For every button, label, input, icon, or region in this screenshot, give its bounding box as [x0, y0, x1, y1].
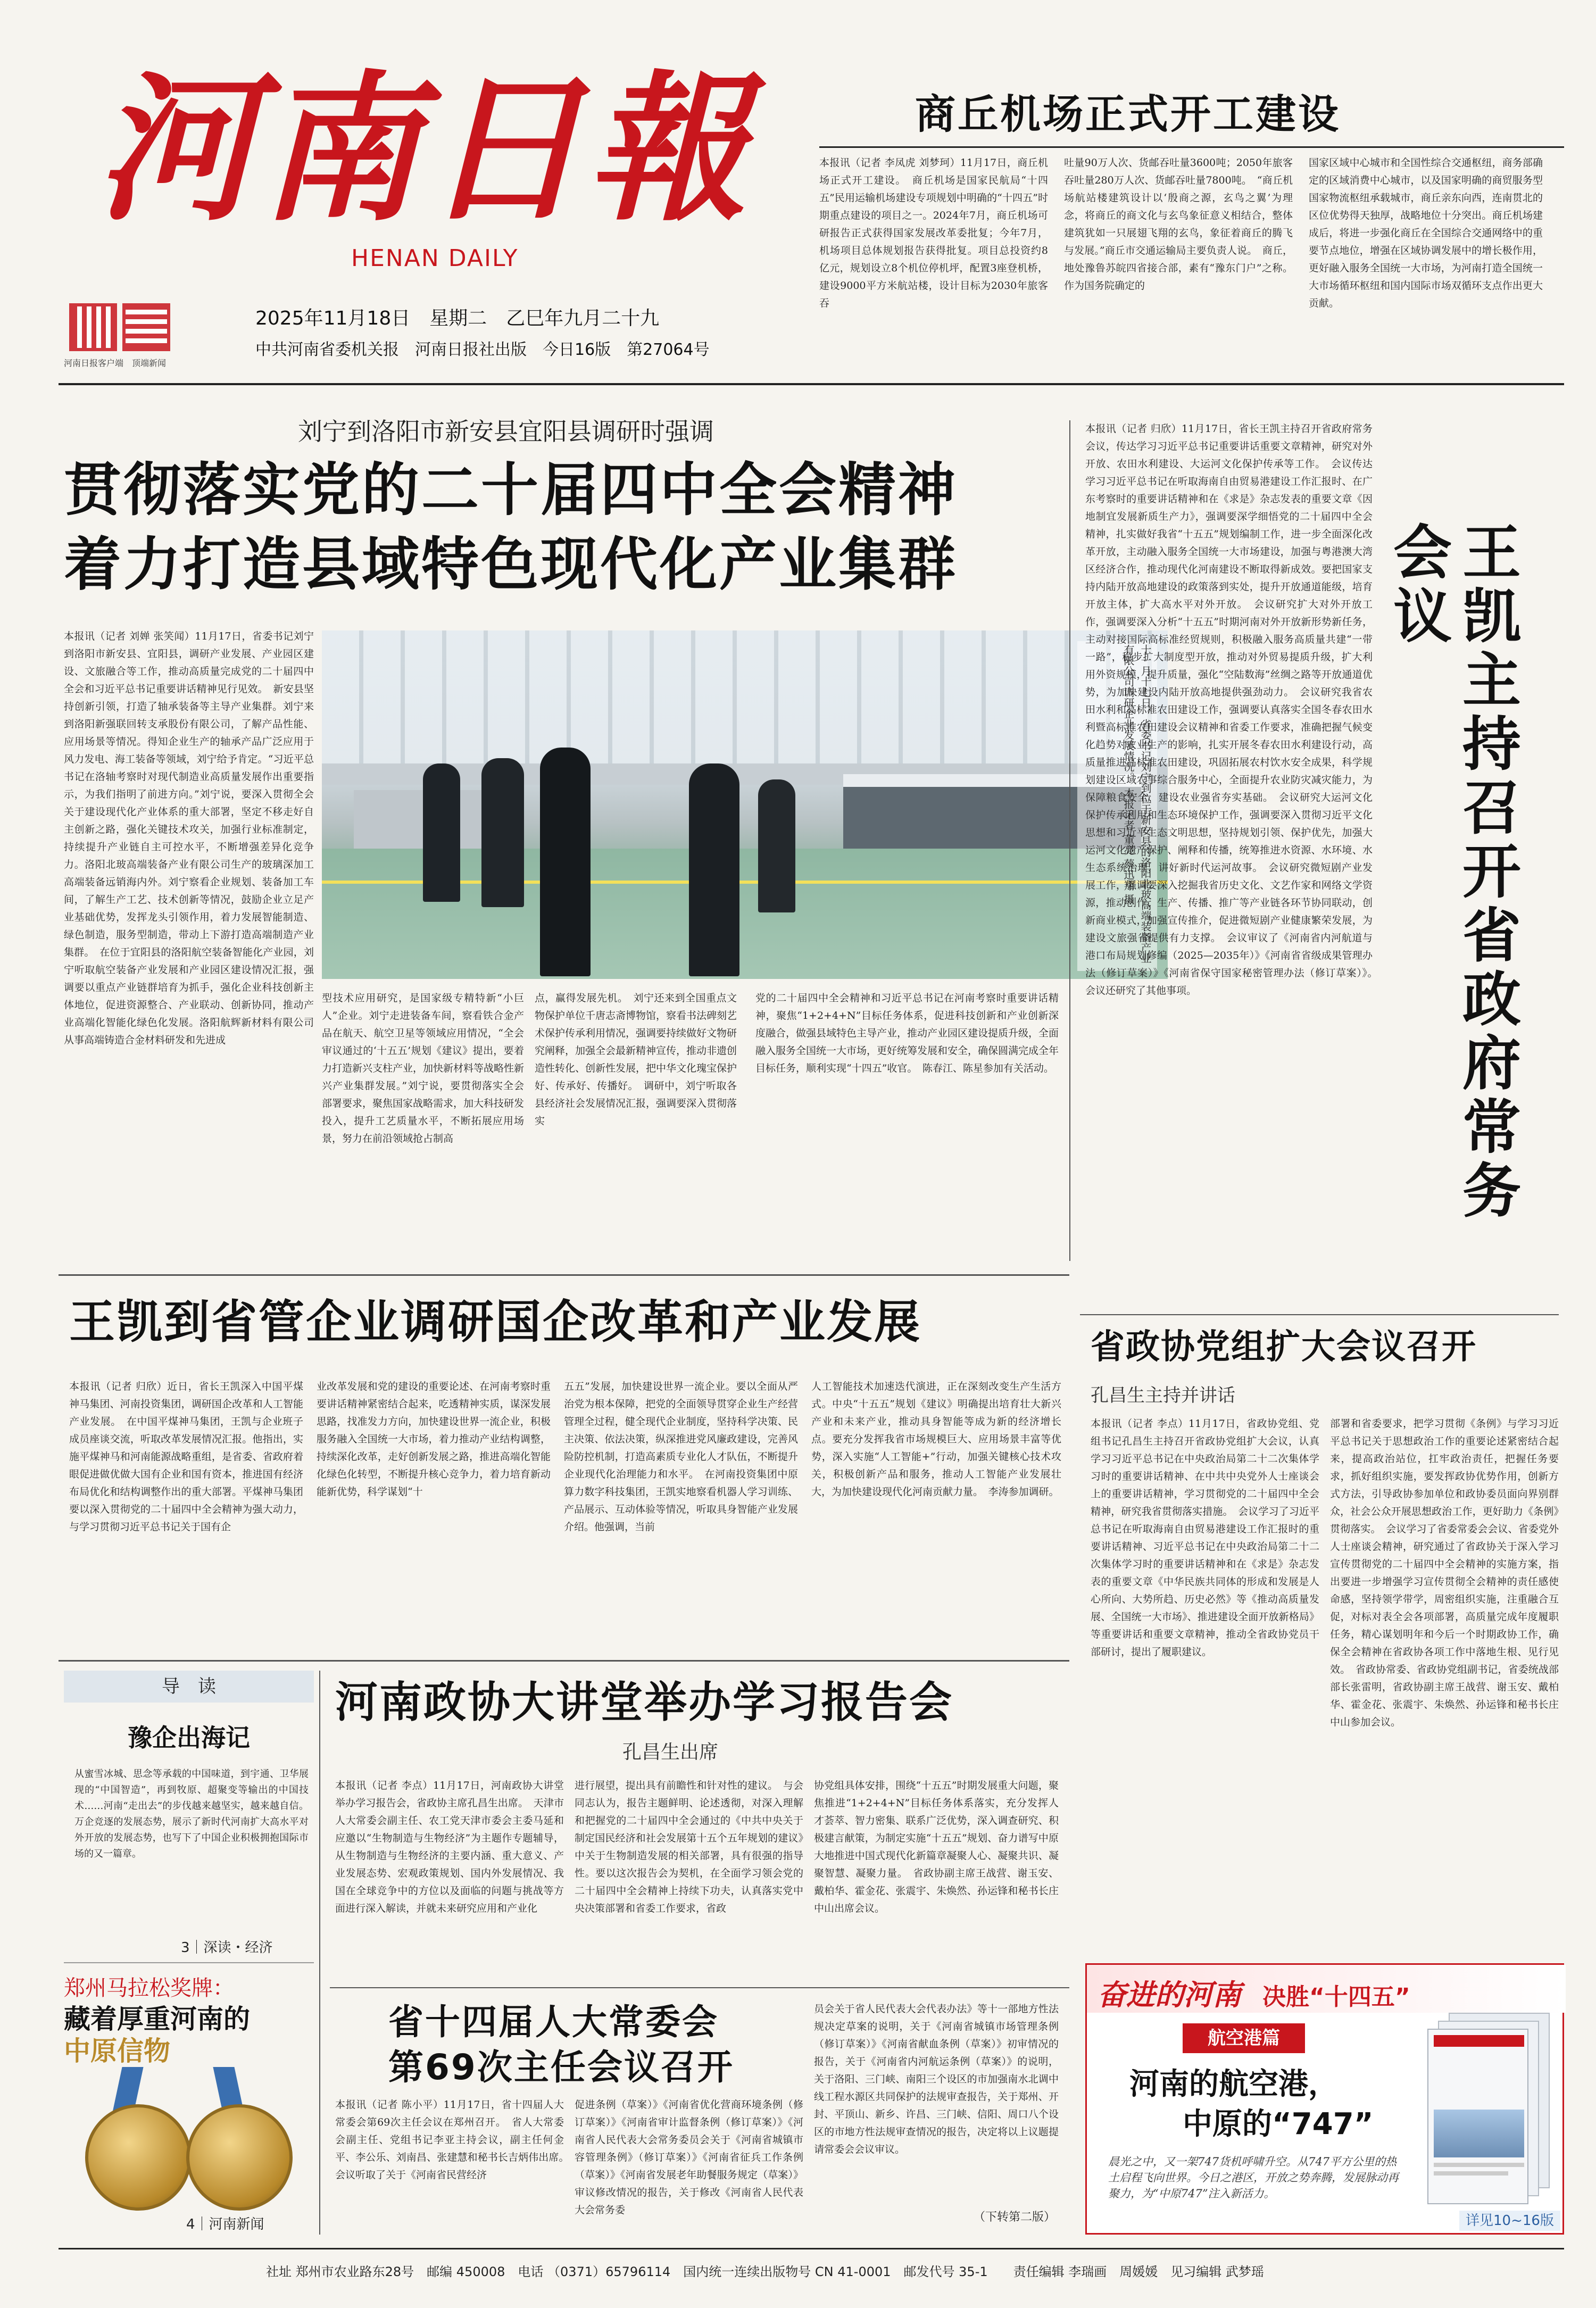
lead-col-2: 型技术应用研究，是国家级专精特新“小巨人”企业。刘宁走进装备车间，察看铁合金产品在航天、航空卫星等领域应用情况，“全会审议通过的‘十五五’规划《建议》提出，要着力打造新兴支柱产业，加快新材料等战略性新兴产业集群发展。”刘宁说，要贯彻落实全会部署要求，聚焦国家战略需求，加大科技研发投入，提升工艺质量水平，不断拓展应用场景，努力在前沿领域抢占制高	[322, 992, 525, 1144]
promo-more-link[interactable]: 详见10~16版	[1459, 2211, 1560, 2231]
council-text: 本报讯（记者 归欣）11月17日，省长王凯主持召开省政府常务会议，传达学习习近平总书记重要讲话重要文章精神，研究对外开放、农田水利建设、大运河文化保护传承等工作。 会议传达学习习近平总书记在听取海南自由贸易港建设工作汇报时、在广东考察时的重要讲话精神和在《求是》杂志发表的重要文章《因地制宜发展新质生产力》，强调要深学细悟党的二十届四中全会精神，扎实做好我省“十五五”规划编制工作，进一步全面深化改革开放，主动融入服务全国统一大市场建设，加强与粤港澳大湾区经济合作，推动现代化河南建设不断取得新成效。要把国家支持内陆开放高地建设的政策落到实处，提升开放通道能级，培育开放主体，扩大高水平对外开放。 会议研究扩大对外开放工作，强调要深入分析“十五五”时期河南对外开放新形势新任务，主动对接国际高标准经贸规则，积极融入服务高质量共建“一带一路”，稳步扩大制度型开放，推动对外贸易提质升级，扩大利用外资规模，提升质量，强化“空陆数海”丝绸之路等开放通道优势，为加快建设内陆开放高地提供强劲动力。 会议研究我省农田水利和高标准农田建设工作，强调要认真落实全国冬春农田水利暨高标准农田建设会议精神和省委工作要求，准确把握气候变化趋势对农业生产的影响，扎实开展冬春农田水利建设行动，高质量推进高标准农田建设，巩固拓展农村饮水安全成果，科学规划建设区域农事综合服务中心，全面提升农业防灾减灾能力，为保障粮食安全、建设农业强省夯实基础。 会议研究大运河文化保护传承利用和生态环境保护工作，强调要深入贯彻习近平文化思想和习近平生态文明思想，坚持规划引领、保护优先，加强大运河文化遗产保护、阐释和传播，统筹推进水资源、水环境、水生态系统治理，讲好新时代运河故事。 会议研究微短剧产业发展工作，强调要深入挖掘我省历史文化、文艺作家和网络文学资源，推动创作、生产、传播、推广等产业链各环节协同联动，创新商业模式，加强宣传推介，促进微短剧产业健康繁荣发展，为建设文旅强省提供有力支撑。 会议审议了《河南省内河航道与港口布局规划修编（2025—2035年）》《河南省省级成果管理办法（修订草案）》《河南省保守国家秘密管理办法（修订草案）》。 会议还研究了其他事项。	[1085, 423, 1383, 997]
lecture-byline: 孔昌生出席	[622, 1741, 719, 1763]
medal-title-1: 藏着厚重河南的	[64, 2004, 250, 2035]
promo-box[interactable]	[1085, 1963, 1564, 2235]
promo-text: 晨光之中，又一架747货机呼啸升空。从747平方公里的热土启程飞向世界。今日之港区，开放之势奔腾，发展脉动再聚力，为“中原747”注入新活力。	[1108, 2155, 1399, 2200]
lead-col-3: 点，赢得发展先机。 刘宁还来到全国重点文物保护单位千唐志斋博物馆，察看书法碑刻艺术保护传承利用情况，强调要持续做好文物研究阐释，加强全会最新精神宣传，推动非遗创造性转化、创新性发展，把中华文化瑰宝保护好、传承好、传播好。 调研中，刘宁听取各县经济社会发展情况汇报，强调要深入贯彻落实	[535, 992, 737, 1127]
promo-section: 航空港篇	[1183, 2023, 1305, 2053]
soe-col-1: 本报讯（记者 归欣）近日，省长王凯深入中国平煤神马集团、河南投资集团，调研国企改革和人工智能产业发展。 在中国平煤神马集团，王凯与企业班子成员座谈交流，听取改革发展情况汇报。他指出，实施平煤神马和河南能源战略重组，是省委、省政府着眼促进做优做大国有企业和国有资本，推进国有经济布局优化和结构调整作出的重大部署。平煤神马集团要以深入贯彻党的二十届四中全会精神为强大动力，与学习贯彻习近平总书记关于国有企	[69, 1381, 303, 1533]
lecture-headline: 河南政协大讲堂举办学习报告会	[335, 1678, 953, 1727]
promo-banner-1: 奋进的河南	[1098, 1978, 1241, 2012]
medal-page-link[interactable]: 4｜河南新闻	[186, 2216, 264, 2232]
airport-col-2: 吐量90万人次、货邮吞吐量3600吨；2050年旅客吞吐量280万人次、货邮吞吐量7800吨。 “商丘机场航站楼建筑设计以‘殷商之源，玄鸟之翼’为理念，将商丘的商文化与玄鸟象征意义相结合，整体建筑犹如一只展翅飞翔的玄鸟，象征着商丘的腾飞与发展。”商丘市交通运输局主要负责人说。 商丘，地处豫鲁苏皖四省接合部，素有“豫东门户”之称。作为国务院确定的	[1064, 157, 1293, 292]
lead-photo	[322, 630, 1168, 979]
lecture-col-3: 协党组具体安排，围绕“十五五”时期发展重大问题，聚焦推进“1+2+4+N”目标任务体系落实，充分发挥人才荟萃、智力密集、联系广泛优势，深入调查研究、积极建言献策，为制定实施“十五五”规划、奋力谱写中原大地推进中国式现代化新篇章凝聚人心、凝聚共识、凝聚智慧、凝聚力量。 省政协副主席王战营、谢玉安、戴柏华、霍金花、张震宇、朱焕然、孙运锋和秘书长庄中山出席会议。	[814, 1780, 1059, 1914]
footer-info: 社址 郑州市农业路东28号 邮编 450008 电话 （0371）65796114 国内统一连续出版物号 CN 41-0001 邮发代号 35-1 责任编辑 李瑞画 周媛媛 见习编辑 武梦瑶	[266, 2264, 1264, 2279]
party-byline: 孔昌生主持并讲话	[1091, 1385, 1235, 1406]
promo-title-2: 中原的“747”	[1183, 2107, 1374, 2141]
promo-banner-2: 决胜“十四五”	[1262, 1983, 1410, 2011]
guide-label: 导 读	[64, 1671, 314, 1703]
npc-col-2: 促进条例（草案）》《河南省优化营商环境条例（修订草案）》《河南省审计监督条例（修订草案）》《河南省人民代表大会常务委员会关于《河南省城镇市容管理条例》（修订草案）》《河南省征兵工作条例（草案）》《河南省发展老年助餐服务规定（草案）》审议修改情况的报告，关于修改《河南省人民代表大会常务委	[575, 2099, 803, 2216]
column-divider	[1069, 420, 1070, 1261]
lecture-col-2: 进行展望，提出具有前瞻性和针对性的建议。 与会同志认为，报告主题鲜明、论述透彻，对深入理解和把握党的二十届四中全会通过的《中共中央关于制定国民经济和社会发展第十五个五年规划的建议》中关于生物制造发展的相关部署，具有很强的指导性。要以这次报告会为契机，在全面学习领会党的二十届四中全会精神上持续下功夫，认真落实党中央决策部署和省委工作要求，省政	[575, 1780, 803, 1914]
party-col-2: 部署和省委要求，把学习贯彻《条例》与学习习近平总书记关于思想政治工作的重要论述紧密结合起来，提高政治站位，扛牢政治责任，把握任务要求，抓好组织实施，要发挥政协优势作用，创新方式方法，引导政协参加单位和政协委员面向界别群众，社会公众开展思想政治工作，更好助力《条例》贯彻落实。 会议学习了省委常委会会议、省委党外人士座谈会精神，研究通过了省政协关于深入学习宣传贯彻党的二十届四中全会精神的实施方案，指出要进一步增强学习宣传贯彻全会精神的责任感使命感，坚持领学带学，周密组织实施，注重融合互促，对标对表全会各项部署，高质量完成年度履职任务，精心谋划明年和今后一个时期政协工作，确保全会精神在省政协各项工作中落地生根、见行见效。 省政协常委、省政协党组副书记，省委统战部部长张雷明，省政协副主席王战营、谢玉安、戴柏华、霍金花、张震宇、朱焕然、孙运锋和秘书长庄中山参加会议。	[1330, 1418, 1559, 1728]
airplane-icon	[1434, 2110, 1524, 2157]
airport-col-1: 本报讯（记者 李凤虎 刘梦珂）11月17日，商丘机场正式开工建设。 商丘机场是国家民航局“十四五”民用运输机场建设专项规划中明确的“十四五”时期重点建设的项目之一。2024年7月，商丘机场可研报告正式获得国家发展改革委批复；今年7月，机场项目总体规划报告获得批复。项目总投资约8亿元，规划设立8个机位停机坪，配置3座登机桥，建设9000平方米航站楼，设计目标为2030年旅客吞	[819, 157, 1048, 309]
feature-title: 豫企出海记	[128, 1723, 250, 1752]
party-headline: 省政协党组扩大会议召开	[1091, 1327, 1477, 1367]
soe-col-2: 业改革发展和党的建设的重要论述、在河南考察时重要讲话精神紧密结合起来，吃透精神实质，谋深发展思路，找准发力方向，加快建设世界一流企业，积极服务融入全国统一大市场，着力推动产业结构调整，持续深化改革，走好创新发展之路，推进高端化智能化绿色化转型，不断提升核心竞争力，着力培育新动能新优势，科学谋划“十	[317, 1381, 551, 1498]
lead-headline-2: 着力打造县域特色现代化产业集群	[64, 532, 958, 598]
lead-kicker: 刘宁到洛阳市新安县宜阳县调研时强调	[298, 417, 714, 446]
lead-headline-1: 贯彻落实党的二十届四中全会精神	[64, 457, 958, 524]
feature-page-link[interactable]: 3｜深读・经济	[181, 1940, 273, 1956]
npc-headline-2: 第69次主任会议召开	[388, 2047, 734, 2088]
masthead	[32, 21, 894, 394]
qr-caption: 河南日报客户端 顶端新闻	[64, 358, 167, 368]
soe-col-4: 人工智能技术加速迭代演进，正在深刻改变生产生活方式。中央“十五五”规划《建议》明确提出培育壮大新兴产业和未来产业，推动具身智能等成为新的经济增长点。要充分发挥我省市场规模巨大、应用场景丰富等优势，深入实施“人工智能+”行动，加强关键核心技术攻关，积极创新产品和服务，推动人工智能产业发展壮大，为加快建设现代化河南贡献力量。 李涛参加调研。	[811, 1381, 1061, 1498]
npc-col-3: 员会关于省人民代表大会代表办法》等十一部地方性法规决定草案的说明，关于《河南省城镇市场管理条例（修订草案）》《河南省献血条例（草案）》初审情况的报告，关于《河南省内河航运条例（草案）》的说明，关于洛阳、三门峡、南阳三个设区的市加强南水北调中线工程水源区共同保护的法规审查报告，关于郑州、开封、平顶山、新乡、许昌、三门峡、信阳、周口八个设区的市地方性法规审查情况的报告，决定将以上议题提请常委会会议审议。	[814, 2003, 1059, 2155]
continued-note[interactable]: （下转第二版）	[974, 2211, 1056, 2224]
council-headline: 王凯主持召开省政府常务会议	[1384, 521, 1521, 1224]
issue-date: 2025年11月18日 星期二 乙巳年九月二十九	[255, 308, 660, 329]
masthead-title: 河南日報	[96, 55, 751, 243]
medal-kicker: 郑州马拉松奖牌：	[64, 1976, 234, 2000]
airport-col-3: 国家区域中心城市和全国性综合交通枢纽，商务部确定的区域消费中心城市，以及国家明确的商贸服务型国家物流枢纽承载城市，商丘亲东向西，连南贯北的区位优势得天独厚，战略地位十分突出。商丘机场建成后，将进一步强化商丘在全国综合交通网络中的重要节点地位，增强在区域协调发展中的增长极作用，更好融入服务全国统一大市场，为河南打造全国统一大市场循环枢纽和国内国际市场双循环支点作出更大贡献。	[1309, 157, 1543, 309]
airport-headline: 商丘机场正式开工建设	[915, 90, 1341, 138]
npc-col-1: 本报讯（记者 陈小平）11月17日，省十四届人大常委会第69次主任会议在郑州召开。 省人大常委会副主任、党组书记李亚主持会议，副主任何金平、李公乐、刘南昌、张建慧和秘书长吉炳伟出席。 会议听取了关于《河南省民营经济	[335, 2099, 575, 2181]
lead-col-1: 本报讯（记者 刘婵 张笑闻）11月17日，省委书记刘宁到洛阳市新安县、宜阳县，调研产业发展、产业园区建设、文旅融合等工作，推动高质量完成党的二十届四中全会和习近平总书记重要讲话精神见行见效。 新安县坚持创新引领，打造了轴承装备等主导产业集群。刘宁来到洛阳新强联回转支承股份有限公司，了解产品性能、应用场景等情况。得知企业生产的轴承产品广泛应用于风力发电、海工装备等领域，刘宁给予肯定。“习近平总书记在洛轴考察时对现代制造业高质量发展作出重要指示，为我们指明了前进方向。”刘宁说，要深入贯彻全会关于建设现代化产业体系的重大部署，坚定不移走好自主创新之路，强化关键技术攻关，加强行业标准制定，持续提升产业链自主可控水平，不断增强差异化竞争力。洛阳北玻高端装备产业有限公司生产的玻璃深加工高端装备远销海内外。刘宁察看企业规划、装备加工车间，了解生产工艺、技术创新等情况，鼓励企业立足产业基础优势，发挥龙头引领作用，着力发展智能制造、绿色制造，服务型制造，带动上下游打造高端制造产业集群。 在位于宜阳县的洛阳航空装备智能化产业园，刘宁听取航空装备产业发展和产业园区建设情况汇报，强调要以重点产业链群培育为抓手，强化企业科技创新主体地位，促进资源整合、产业联动、创新协同，推动产业高端化智能化绿色化发展。洛阳航辉新材料有限公司从事高端铸造合金材料研发和先进成	[64, 630, 314, 1046]
qr-code-icon	[122, 303, 170, 351]
qr-code-icon	[69, 303, 117, 351]
medal-icon	[74, 2067, 319, 2216]
promo-title-1: 河南的航空港，	[1129, 2067, 1338, 2102]
photo-caption: 十一月十七日，省委书记刘宁到位于新安县的洛阳北玻高端装备产业有限公司调研企业发展情况。 本报记者 董亮 蔡迅翔 摄	[1077, 641, 1157, 971]
lead-col-4: 党的二十届四中全会精神和习近平总书记在河南考察时重要讲话精神，聚焦“1+2+4+N”目标任务体系，促进科技创新和产业创新深度融合，做强县域特色主导产业，推动产业园区建设提质升级，全面融入服务全国统一大市场，更好统筹发展和安全，确保圆满完成全年目标任务，顺利实现“十四五”收官。 陈春江、陈星参加有关活动。	[755, 992, 1059, 1074]
feature-text: 从蜜雪冰城、思念等承载的中国味道，到宇通、卫华展现的“中国智造”，再到牧原、超聚变等输出的中国技术……河南“走出去”的步伐越来越坚实，越来越自信。万企竞逐的发展态势，展示了新时代河南扩大高水平对外开放的发展态势，也写下了中国企业积极拥抱国际市场的又一篇章。	[74, 1769, 309, 1859]
lecture-col-1: 本报讯（记者 李点）11月17日，河南政协大讲堂举办学习报告会，省政协主席孔昌生出席。 天津市人大常委会副主任、农工党天津市委会主委马延和应邀以“生物制造与生物经济”为主题作专题辅导，从生物制造与生物经济的主要内涵、重大意义、产业发展态势、宏观政策规划、国内外发展情况、我国在全球竞争中的方位以及面临的问题与挑战等方面进行深入解读，并就未来研究应用和产业化	[335, 1780, 564, 1914]
airport-story	[819, 80, 1564, 378]
npc-headline-1: 省十四届人大常委会	[388, 2002, 719, 2043]
soe-headline: 王凯到省管企业调研国企改革和产业发展	[69, 1296, 921, 1349]
soe-col-3: 五五”发展，加快建设世界一流企业。要以全面从严治党为根本保障，把党的全面领导贯穿企业生产经营管理全过程，健全现代企业制度，坚持科学决策、民主决策、依法决策，纵深推进党风廉政建设，完善风险防控机制，打造高素质专业化人才队伍，不断提升企业现代化治理能力和水平。 在河南投资集团中原算力数字科技集团，王凯实地察看机器人学习训练、产品展示、互动体验等情况，听取具身智能产业发展介绍。他强调，当前	[564, 1381, 798, 1533]
guide-sidebar	[64, 1671, 314, 2235]
medal-title-2: 中原信物	[64, 2036, 170, 2066]
publisher-line: 中共河南省委机关报 河南日报社出版 今日16版 第27064号	[255, 341, 710, 359]
top-divider	[59, 383, 1564, 385]
party-col-1: 本报讯（记者 李点）11月17日，省政协党组、党组书记孔昌生主持召开省政协党组扩大会议，认真学习习近平总书记在中央政治局第二十二次集体学习时的重要讲话精神、在中共中央党外人士座谈会上的重要讲话精神，学习贯彻党的二十届四中全会精神，研究我省贯彻落实措施。 会议学习了习近平总书记在听取海南自由贸易港建设工作汇报时的重要讲话精神、习近平总书记在中央政治局第二十二次集体学习时的重要讲话精神和在《求是》杂志发表的重要文章《中华民族共同体的形成和发展是人心所向、大势所趋、历史必然》等《推动高质量发展、全国统一大市场》、推进建设全面开放新格局》等重要讲话和重要文章精神，推动全省政协党员干部研讨，提出了履职建议。	[1091, 1418, 1319, 1658]
masthead-subtitle: HENAN DAILY	[351, 245, 519, 272]
